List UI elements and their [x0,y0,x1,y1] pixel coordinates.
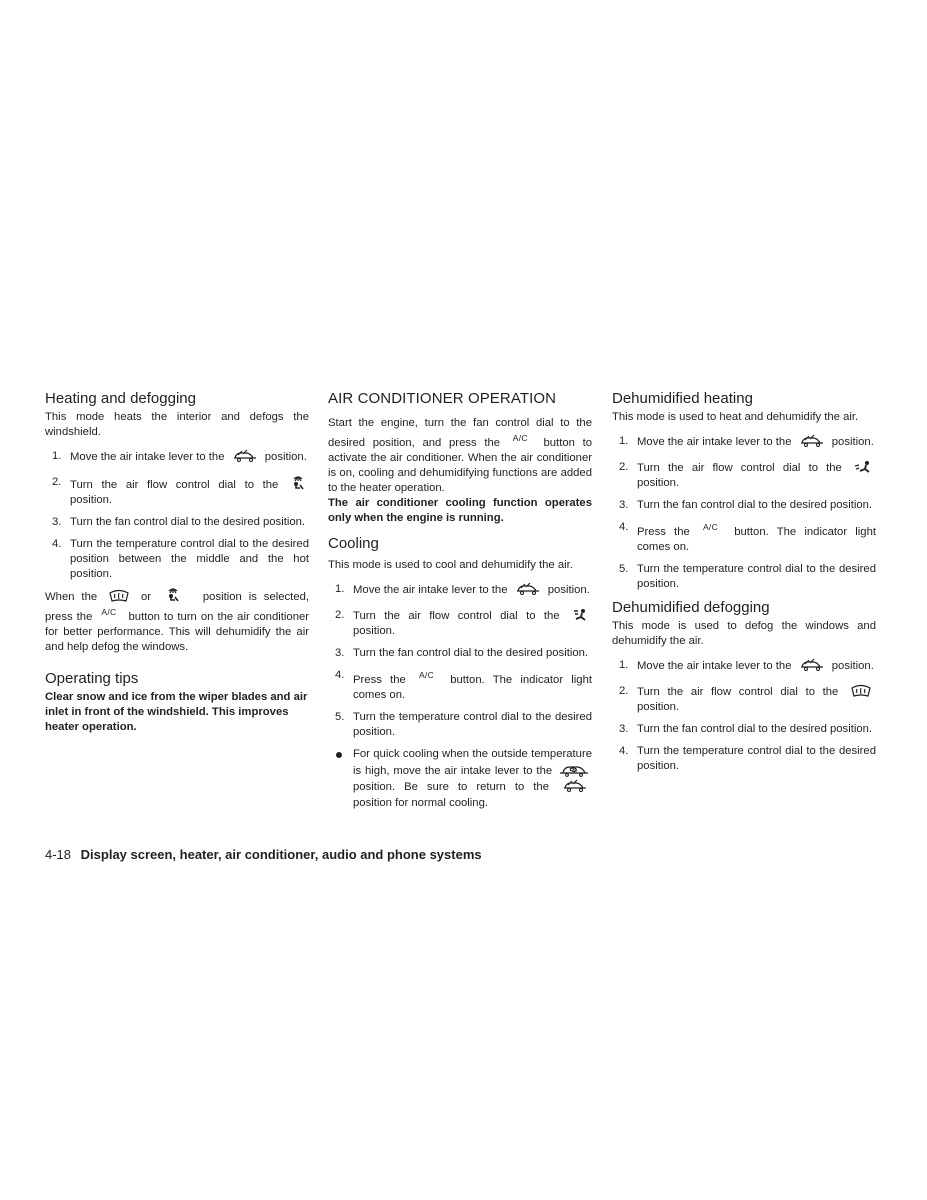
list-item: 1. Move the air intake lever to the position. [335,583,590,596]
list-item: 4. Turn the temperature control dial to the desired position between the middle and the hot position. [52,538,309,580]
list-item: 1. Move the air intake lever to the position. [619,435,874,448]
heading-dehumidified-heating: Dehumidified heating [612,390,753,407]
heading-heating-defogging: Heating and defogging [45,390,196,407]
list-item: 3. Turn the fan control dial to the desired position. [619,499,873,511]
heating-steps [45,449,309,582]
outside-air-icon [799,434,825,448]
recirculate-air-icon [558,763,590,777]
page-footer [45,846,482,864]
heating-intro: This mode heats the interior and defogs the windshield. [45,411,309,438]
list-item: 1. Move the air intake lever to the position. [52,450,307,463]
cooling-steps [328,582,592,740]
heading-dehumidified-defogging: Dehumidified defogging [612,599,770,616]
page-number: 4-18 [45,847,72,862]
list-item: 4. Press the $^{A/C}$ button. The indicator light comes on. [619,521,876,553]
list-item: 4. Press the $^{A/C}$ button. The indicator light comes on. [335,669,592,701]
operating-tips-text: Clear snow and ice from the wiper blades and air inlet in front of the windshield. This improves heater operation. [45,691,308,733]
list-item: 3. Turn the fan control dial to the desired position. [619,723,873,735]
dehumidified-defogging-steps [612,658,876,774]
quick-cooling-bullet: For quick cooling when the outside temperature is high, move the air intake lever to the position. Be sure to return to the position for normal cooling. [328,747,592,811]
foot-defrost-icon [166,587,180,603]
ac-engine-note: The air conditioner cooling function operates only when the engine is running. [328,497,592,524]
outside-air-icon [515,582,541,596]
ac-intro: Start the engine, turn the fan control dial to the desired position, and press the $^{A/C}$ button to activate the air conditioner. When the air conditioner is on, cooling and dehumidifying functions are added to the heater operation. [328,417,592,494]
ac-button-icon: A/C [418,670,435,680]
ac-button-icon: A/C [101,607,117,617]
ac-button-icon: A/C [702,522,719,532]
defrost-icon [850,684,872,698]
list-item: 5. Turn the temperature control dial to the desired position. [619,563,876,590]
dehumidified-heating-intro: This mode is used to heat and dehumidify the air. [612,411,859,423]
cooling-intro: This mode is used to cool and dehumidify the air. [328,559,573,571]
bilevel-icon [854,460,872,474]
defrost-icon [108,589,130,603]
vent-icon [572,608,588,622]
outside-air-icon [232,449,258,463]
footer-title: Display screen, heater, air conditioner, audio and phone systems [80,847,482,862]
column-air-conditioner [328,390,592,811]
list-item: 2. Turn the air flow control dial to the position. [328,608,592,639]
list-item: 2. Turn the air flow control dial to the position. [612,460,876,491]
list-item: 2. Turn the air flow control dial to the position. [612,684,876,715]
list-item: 3. Turn the fan control dial to the desired position. [335,647,589,659]
ac-button-icon: A/C [512,433,528,443]
outside-air-icon [799,658,825,672]
when-paragraph: When the or position is selected, press the $^{A/C}$ button to turn on the air conditioner for better performance. This will dehumidify the air and help defog the windows. [45,587,309,655]
column-heating [45,390,309,735]
list-item: 4. Turn the temperature control dial to the desired position. [619,745,876,772]
list-item: 1. Move the air intake lever to the position. [619,659,874,672]
list-item: 5. Turn the temperature control dial to the desired position. [335,711,592,738]
column-dehumidified [612,390,876,781]
outside-air-icon [562,779,588,793]
dehumidified-heating-steps [612,434,876,592]
list-item: 2. Turn the air flow control dial to the position. [45,475,309,508]
heading-ac-operation: AIR CONDITIONER OPERATION [328,390,557,407]
heading-cooling: Cooling [328,535,379,552]
heading-operating-tips: Operating tips [45,670,139,687]
foot-defrost-icon [291,475,305,491]
dehumidified-defogging-intro: This mode is used to defog the windows and dehumidify the air. [612,620,876,647]
list-item: 3. Turn the fan control dial to the desired position. [52,516,306,528]
